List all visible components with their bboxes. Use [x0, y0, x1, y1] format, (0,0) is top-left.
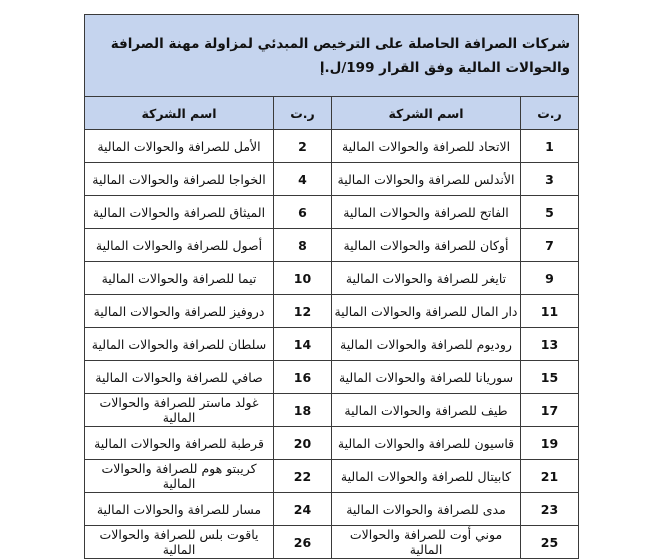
company-name: الأمل للصرافة والحوالات المالية	[85, 130, 274, 163]
row-number: 15	[521, 361, 579, 394]
company-name: غولد ماستر للصرافة والحوالات المالية	[85, 394, 274, 427]
row-number: 13	[521, 328, 579, 361]
company-name: موني أوت للصرافة والحوالات المالية	[332, 526, 521, 559]
company-name: قرطبة للصرافة والحوالات المالية	[85, 427, 274, 460]
company-name: أصول للصرافة والحوالات المالية	[85, 229, 274, 262]
row-number: 17	[521, 394, 579, 427]
company-name: الاتحاد للصرافة والحوالات المالية	[332, 130, 521, 163]
table-title: شركات الصرافة الحاصلة على الترخيص المبدئي لمزاولة مهنة الصرافة والحوالات المالية وفق القرار 199/ل.إ	[85, 15, 579, 97]
company-name: أوكان للصرافة والحوالات المالية	[332, 229, 521, 262]
row-number: 11	[521, 295, 579, 328]
row-number: 10	[274, 262, 332, 295]
company-name: قاسيون للصرافة والحوالات المالية	[332, 427, 521, 460]
table-row	[85, 394, 579, 427]
table-row	[85, 328, 579, 361]
row-number: 4	[274, 163, 332, 196]
table-row	[85, 361, 579, 394]
row-number: 7	[521, 229, 579, 262]
row-number: 20	[274, 427, 332, 460]
table-row	[85, 229, 579, 262]
company-name: ياقوت بلس للصرافة والحوالات المالية	[85, 526, 274, 559]
header-row	[85, 97, 579, 130]
companies-table	[84, 14, 579, 559]
company-name: كابيتال للصرافة والحوالات المالية	[332, 460, 521, 493]
row-number: 6	[274, 196, 332, 229]
row-number: 21	[521, 460, 579, 493]
table-row	[85, 427, 579, 460]
company-name: الفاتح للصرافة والحوالات المالية	[332, 196, 521, 229]
table-row	[85, 460, 579, 493]
company-name: كريبتو هوم للصرافة والحوالات المالية	[85, 460, 274, 493]
table-body	[85, 130, 579, 559]
row-number: 3	[521, 163, 579, 196]
row-number: 9	[521, 262, 579, 295]
header-num-right: ر.ت	[521, 97, 579, 130]
table-row	[85, 130, 579, 163]
header-name-right: اسم الشركة	[332, 97, 521, 130]
row-number: 5	[521, 196, 579, 229]
row-number: 14	[274, 328, 332, 361]
row-number: 16	[274, 361, 332, 394]
row-number: 23	[521, 493, 579, 526]
table-row	[85, 493, 579, 526]
row-number: 8	[274, 229, 332, 262]
row-number: 25	[521, 526, 579, 559]
header-name-left: اسم الشركة	[85, 97, 274, 130]
company-name: تيما للصرافة والحوالات المالية	[85, 262, 274, 295]
company-name: سوريانا للصرافة والحوالات المالية	[332, 361, 521, 394]
companies-sheet	[84, 14, 578, 559]
company-name: روديوم للصرافة والحوالات المالية	[332, 328, 521, 361]
company-name: طيف للصرافة والحوالات المالية	[332, 394, 521, 427]
header-num-left: ر.ت	[274, 97, 332, 130]
table-row	[85, 262, 579, 295]
table-row	[85, 196, 579, 229]
row-number: 19	[521, 427, 579, 460]
company-name: دار المال للصرافة والحوالات المالية	[332, 295, 521, 328]
row-number: 2	[274, 130, 332, 163]
company-name: الخواجا للصرافة والحوالات المالية	[85, 163, 274, 196]
title-row	[85, 15, 579, 97]
row-number: 12	[274, 295, 332, 328]
row-number: 18	[274, 394, 332, 427]
table-row	[85, 526, 579, 559]
row-number: 26	[274, 526, 332, 559]
company-name: سلطان للصرافة والحوالات المالية	[85, 328, 274, 361]
table-row	[85, 295, 579, 328]
company-name: صافي للصرافة والحوالات المالية	[85, 361, 274, 394]
company-name: مدى للصرافة والحوالات المالية	[332, 493, 521, 526]
company-name: دروفيز للصرافة والحوالات المالية	[85, 295, 274, 328]
row-number: 22	[274, 460, 332, 493]
company-name: الأندلس للصرافة والحوالات المالية	[332, 163, 521, 196]
company-name: مسار للصرافة والحوالات المالية	[85, 493, 274, 526]
company-name: تايغر للصرافة والحوالات المالية	[332, 262, 521, 295]
company-name: الميثاق للصرافة والحوالات المالية	[85, 196, 274, 229]
table-row	[85, 163, 579, 196]
row-number: 1	[521, 130, 579, 163]
row-number: 24	[274, 493, 332, 526]
